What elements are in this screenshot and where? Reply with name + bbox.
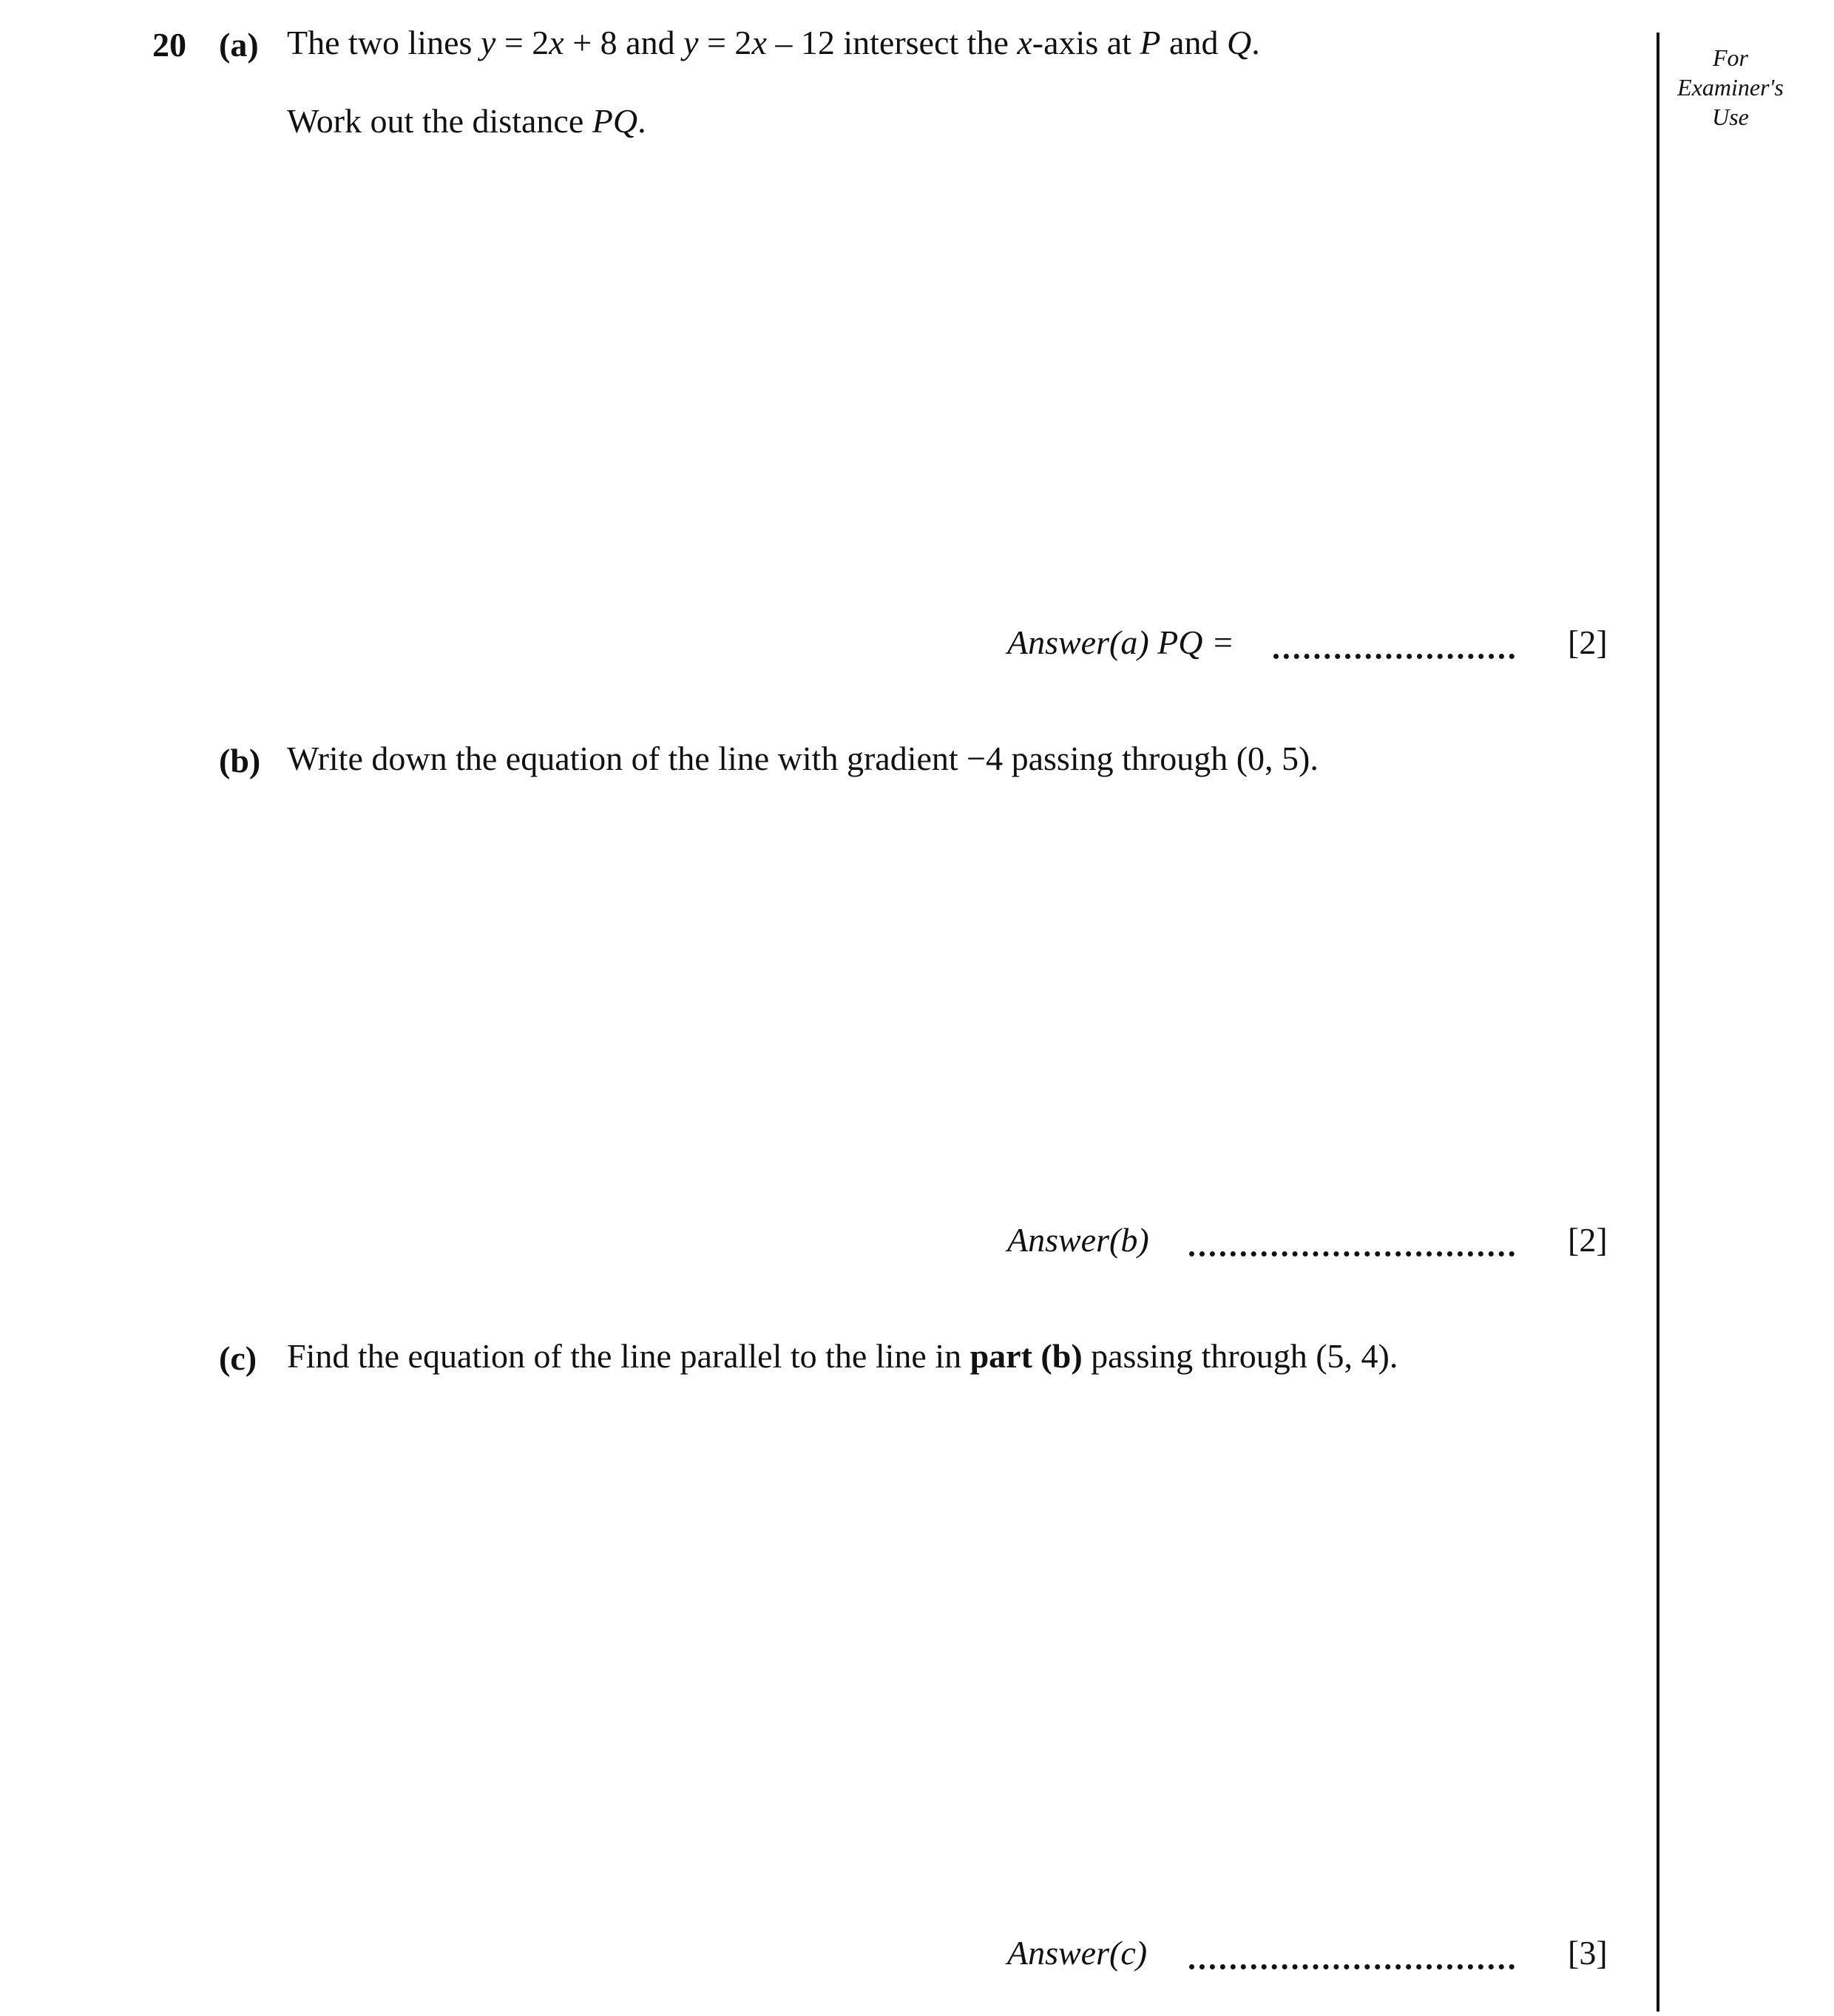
part-a-instruction-text-2: . [637, 102, 646, 140]
answer-b-label: Answer(b) [1007, 1221, 1149, 1259]
part-a-text-2: = 2 [495, 24, 549, 61]
answer-a-line[interactable] [1273, 654, 1515, 659]
part-a-marks: [2] [1568, 623, 1608, 661]
part-a-var-y2: y [683, 24, 699, 61]
part-b-label: (b) [219, 742, 261, 779]
examiner-use-label [1665, 43, 1796, 132]
answer-c-line[interactable] [1189, 1964, 1515, 1969]
examiner-margin-line [1657, 33, 1659, 2012]
part-c-label: (c) [219, 1339, 257, 1377]
part-a-instruction-pq: PQ [592, 102, 638, 140]
answer-a-label: Answer(a) PQ = [1007, 623, 1234, 661]
part-a-var-x3: x [1017, 24, 1032, 61]
part-c-marks: [3] [1568, 1934, 1608, 1972]
part-b-question: Write down the equation of the line with gradient −4 passing through (0, 5). [287, 740, 1319, 777]
part-c-question [287, 1336, 1398, 1377]
part-c-text-1: Find the equation of the line parallel to the line in [287, 1337, 970, 1375]
answer-b-line[interactable] [1189, 1251, 1515, 1256]
part-a-var-x1: x [549, 24, 564, 61]
part-a-text-7: and [1160, 24, 1227, 61]
examiner-line-1: For [1713, 44, 1748, 71]
part-c-bold-ref: part (b) [970, 1337, 1083, 1375]
part-c-text-2: passing through (5, 4). [1082, 1337, 1398, 1375]
part-a-instruction [287, 101, 646, 142]
question-number: 20 [152, 26, 186, 64]
examiner-line-2: Examiner's [1677, 74, 1784, 101]
part-a-text-3: + 8 and [564, 24, 684, 61]
part-a-point-p: P [1140, 24, 1161, 61]
part-b-marks: [2] [1568, 1221, 1608, 1259]
part-a-text-1: The two lines [287, 24, 481, 61]
part-a-text-8: . [1251, 24, 1260, 61]
part-a-label: (a) [219, 26, 259, 64]
answer-c-label: Answer(c) [1007, 1934, 1148, 1972]
part-a-instruction-text-1: Work out the distance [287, 102, 592, 140]
examiner-line-3: Use [1712, 104, 1749, 130]
part-a-question [287, 22, 1260, 64]
part-a-text-6: -axis at [1032, 24, 1140, 61]
part-a-point-q: Q [1226, 24, 1252, 61]
part-a-text-4: = 2 [698, 24, 752, 61]
part-a-var-y1: y [480, 24, 496, 61]
part-a-text-5: – 12 intersect the [766, 24, 1018, 61]
part-a-var-x2: x [751, 24, 767, 61]
